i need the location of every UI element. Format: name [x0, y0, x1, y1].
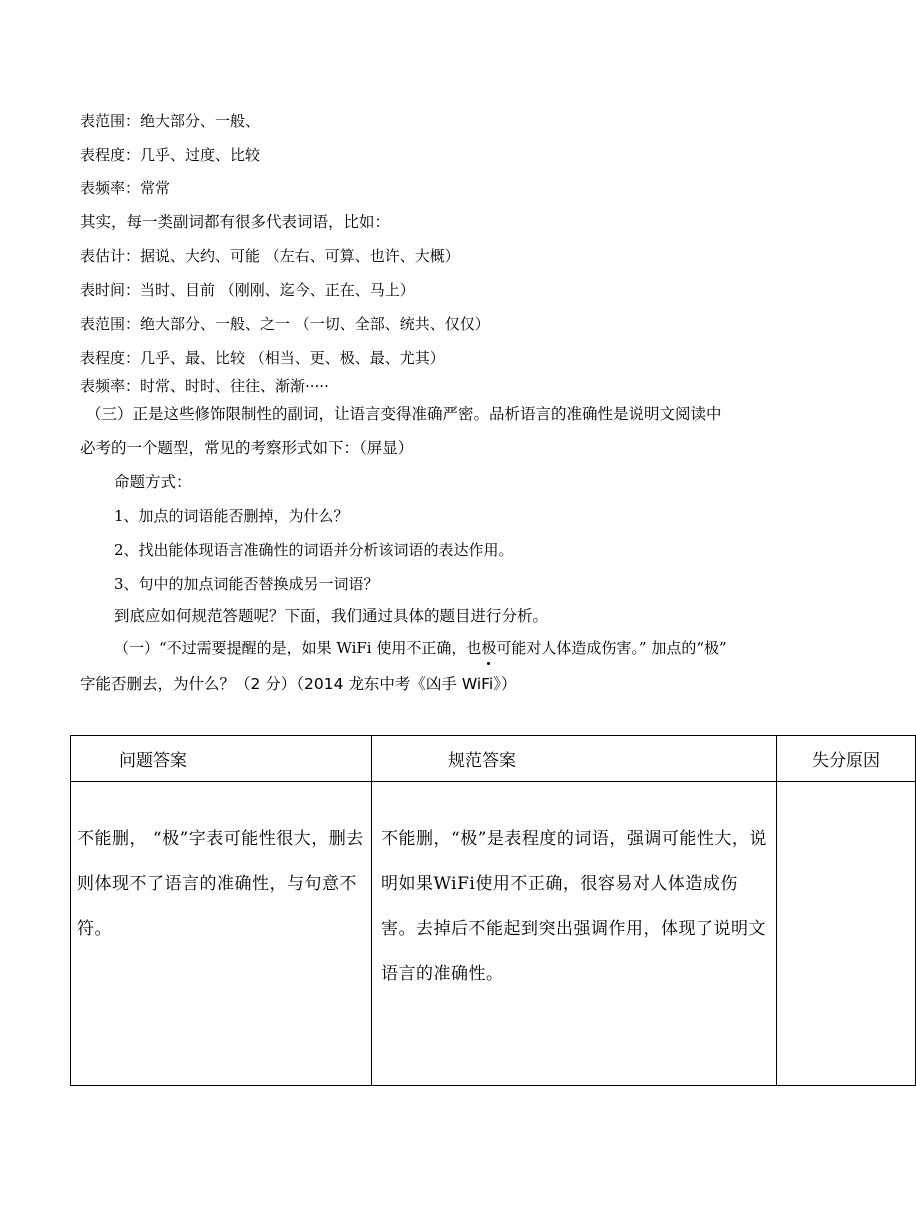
- text-line: 必考的一个题型，常见的考察形式如下：（屏显）: [80, 439, 414, 457]
- text-line: 表范围：绝大部分、一般、之一 （一切、全部、统共、仅仅）: [80, 315, 490, 333]
- text-line: 表范围：绝大部分、一般、: [80, 112, 261, 130]
- answer-table: [70, 735, 916, 1086]
- text-line: 3、句中的加点词能否替换成另一词语？: [114, 575, 379, 593]
- text-line: 表频率：时常、时时、往往、渐渐·····: [80, 377, 329, 395]
- text-line: 到底应如何规范答题呢？下面，我们通过具体的题目进行分析。: [114, 607, 549, 625]
- text-line: 1、加点的词语能否删掉，为什么？: [114, 507, 349, 525]
- question-text: 可能对人体造成伤害。” 加点的“极”: [496, 639, 727, 657]
- header-standard-answer: 规范答案: [372, 736, 777, 782]
- cell-text: 不能删， “极”字表可能性很大，删去则体现不了语言的准确性，与句意不符。: [77, 829, 364, 939]
- text-line: 命题方式：: [114, 473, 192, 491]
- cell-text: [777, 782, 915, 817]
- question-line: [114, 637, 727, 659]
- table-header-row: [71, 736, 916, 782]
- emphasis-dot-char: 极: [481, 639, 497, 657]
- text-line: 表时间：当时、目前 （刚刚、迄今、正在、马上）: [80, 281, 415, 299]
- text-line: 表频率：常常: [80, 179, 171, 197]
- header-question-answer: 问题答案: [71, 736, 372, 782]
- cell-lost-points: [777, 782, 916, 1086]
- cell-standard-answer: [372, 782, 777, 1086]
- cell-question-answer: [71, 782, 372, 1086]
- text-line: 2、找出能体现语言准确性的词语并分析该词语的表达作用。: [114, 541, 514, 559]
- text-line: 表估计：据说、大约、可能 （左右、可算、也许、大概）: [80, 247, 460, 265]
- table-row: [71, 782, 916, 1086]
- text-line: 表程度：几乎、过度、比较: [80, 146, 261, 164]
- text-line: 表程度：几乎、最、比较 （相当、更、极、最、尤其）: [80, 349, 445, 367]
- text-line: 其实，每一类副词都有很多代表词语，比如：: [80, 213, 391, 231]
- cell-text: 不能删，“极”是表程度的词语，强调可能性大，说明如果WiFi使用不正确，很容易对人体造成伤害。去掉后不能起到突出强调作用，体现了说明文语言的准确性。: [381, 829, 767, 984]
- text-line: （三）正是这些修饰限制性的副词，让语言变得准确严密。品析语言的准确性是说明文阅读中: [86, 405, 722, 423]
- header-lost-points: 失分原因: [777, 736, 916, 782]
- text-line: 字能否删去，为什么？（2 分）（2014 龙东中考《凶手 WiFi》）: [80, 675, 517, 693]
- question-text: （一）“不过需要提醒的是，如果 WiFi 使用不正确，也: [114, 639, 482, 657]
